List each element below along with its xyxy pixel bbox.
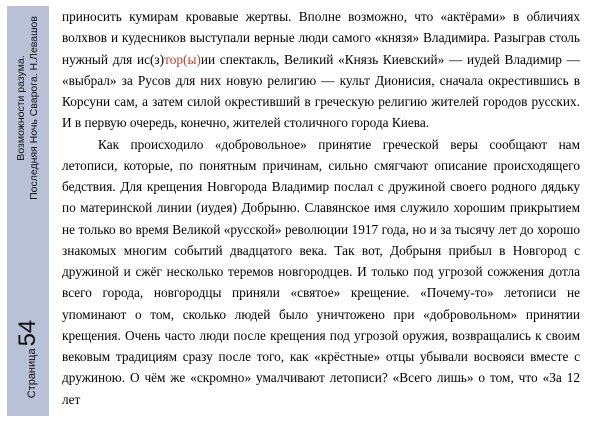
- paragraph-1: [62, 6, 580, 134]
- paragraph-1-start: приносить кумирам кровавые жертвы. Вполне возможно, что «актёрами» в обличиях волхвов и кудесников выступали верные люди самого «князя» Владимира. Разыграв столь нужный для ис(з): [62, 9, 580, 67]
- page-label: [14, 320, 42, 399]
- body-text: [62, 6, 580, 410]
- paragraph-2: Как происходило «добровольное» принятие греческой веры сообщают нам летописи, которые, по понятным причинам, сильно смягчают описание происходящего бедствия. Для крещения Новгорода Владимир послал с дружиной своего родного дядьку по материнской линии (иудея) Добрыню. Славянское имя служило хорошим прикрытием не только во время Великой «русской» революции 1917 года, но и за тысячу лет до хорошо знакомых многим событий двадцатого века. Так вот, Добрыня прибыл в Новгород с дружиной и сжёг несколько теремов новгородцев. И только под угрозой сожжения дотла всего города, новгородцы приняли «святое» крещение. «Почему-то» летописи не упоминают о том, сколько людей было уничтожено при «добровольном» принятии крещения. Очень часто люди после крещения под угрозой оружия, возвращались к своим вековым традициям сразу после того, как «крёстные» отцы убывали восвояси вместе с дружиною. О чём же «скромно» умалчивают летописи? «Всего лишь» о том, что «За 12 лет: [62, 136, 580, 407]
- page-word: Страница: [26, 348, 38, 399]
- side-band: [7, 6, 49, 416]
- running-header: [15, 16, 41, 200]
- book-section: Возможности разума.: [15, 55, 27, 161]
- book-title-author: Последняя Ночь Сварога. Н.Левашов: [28, 16, 40, 200]
- paragraph-1-end: ии спектакль, Великий «Князь Киевский» — иудей Владимир — «выбрал» за Русов для них новую религию — культ Дионисия, сначала окрестившись в Корсуни сам, а затем силой окрестивший в греческую религию жителей городов русских. И в первую очередь, конечно, жителей столичного города Киева.: [62, 51, 580, 131]
- highlighted-fragment: тор(ы): [164, 51, 201, 67]
- page-number: 54: [14, 319, 41, 347]
